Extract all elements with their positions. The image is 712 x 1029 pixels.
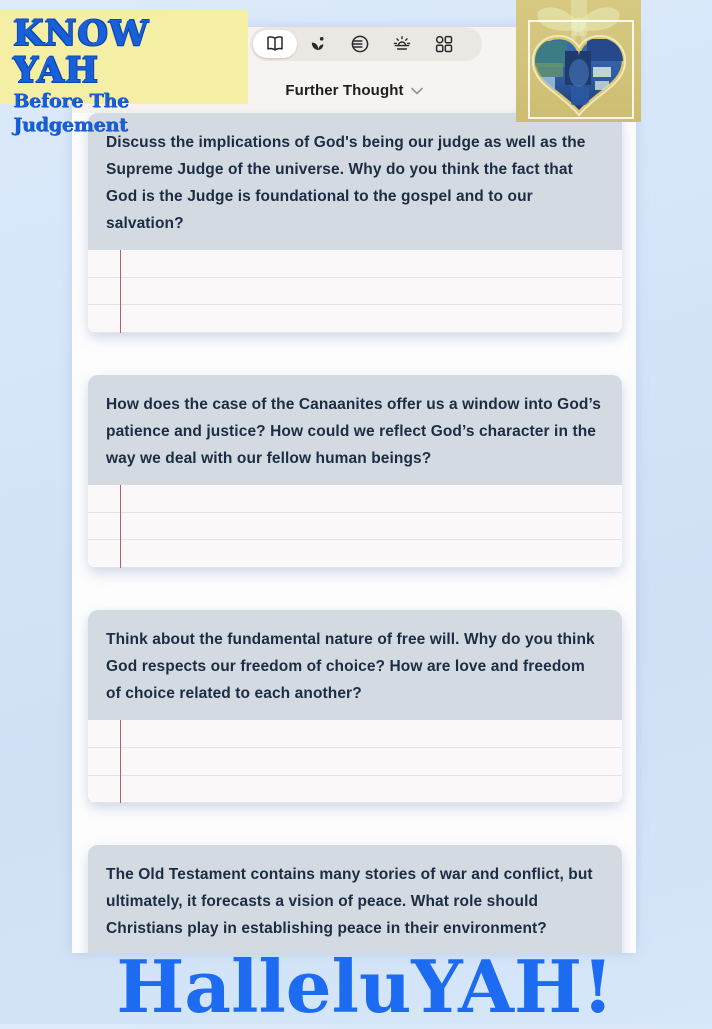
answer-line-row[interactable] [88, 305, 622, 333]
menu-grid-button[interactable] [423, 27, 465, 61]
answer-line-row[interactable] [88, 748, 622, 776]
menu-grid-icon [434, 34, 454, 54]
heart-gift-image [516, 0, 641, 122]
sprout-narration-button[interactable] [297, 27, 339, 61]
contents-circle-button[interactable] [339, 27, 381, 61]
question-block [88, 375, 622, 568]
notebook-margin-line [120, 250, 121, 333]
page-appearance-icon [392, 34, 412, 54]
question-card [88, 845, 622, 953]
answer-line-row[interactable] [88, 278, 622, 306]
banner-subtitle: Before The Judgement [13, 90, 129, 136]
book-icon [265, 34, 285, 54]
answer-line-row[interactable] [88, 720, 622, 748]
answer-line-row[interactable] [88, 485, 622, 513]
know-yah-banner [0, 10, 248, 136]
questions-list [72, 113, 636, 953]
question-card [88, 610, 622, 720]
page-appearance-button[interactable] [381, 27, 423, 61]
question-card [88, 375, 622, 485]
book-tab-selected[interactable] [253, 30, 297, 58]
question-text: The Old Testament contains many stories of war and conflict, but ultimately, it forecasts a vision of peace. What role should Christians play in establishing peace in their environment? [106, 866, 593, 938]
answer-writing-area[interactable] [88, 720, 622, 803]
answer-writing-area[interactable] [88, 250, 622, 333]
answer-line-row[interactable] [88, 513, 622, 541]
notebook-margin-line [120, 485, 121, 568]
notebook-margin-line [120, 720, 121, 803]
question-block [88, 610, 622, 803]
answer-line-row[interactable] [88, 250, 622, 278]
question-block [88, 845, 622, 953]
banner-title: KNOW YAH [13, 13, 150, 91]
question-text: How does the case of the Canaanites offer us a window into God’s patience and justice? How could we reflect God’s character in the way we deal with our fellow human beings? [106, 396, 602, 468]
contents-circle-icon [350, 34, 370, 54]
footer-praise-text: HalleluYAH! [116, 944, 614, 1029]
chevron-down-icon [411, 82, 423, 99]
question-block [88, 113, 622, 333]
question-text: Think about the fundamental nature of free will. Why do you think God respects our freedom of choice? How are love and freedom of choice related to each another? [106, 631, 595, 703]
reader-toolbar [250, 27, 482, 61]
blue-heart-icon [525, 33, 633, 117]
question-text: Discuss the implications of God's being our judge as well as the Supreme Judge of the universe. Why do you think the fact that God is the Judge is foundational to the gospel and to our salvation? [106, 134, 586, 232]
answer-line-row[interactable] [88, 776, 622, 804]
section-title: Further Thought [285, 81, 404, 99]
sprout-narration-icon [308, 34, 328, 54]
answer-writing-area[interactable] [88, 485, 622, 568]
reader-app-window [72, 27, 636, 953]
answer-line-row[interactable] [88, 540, 622, 568]
